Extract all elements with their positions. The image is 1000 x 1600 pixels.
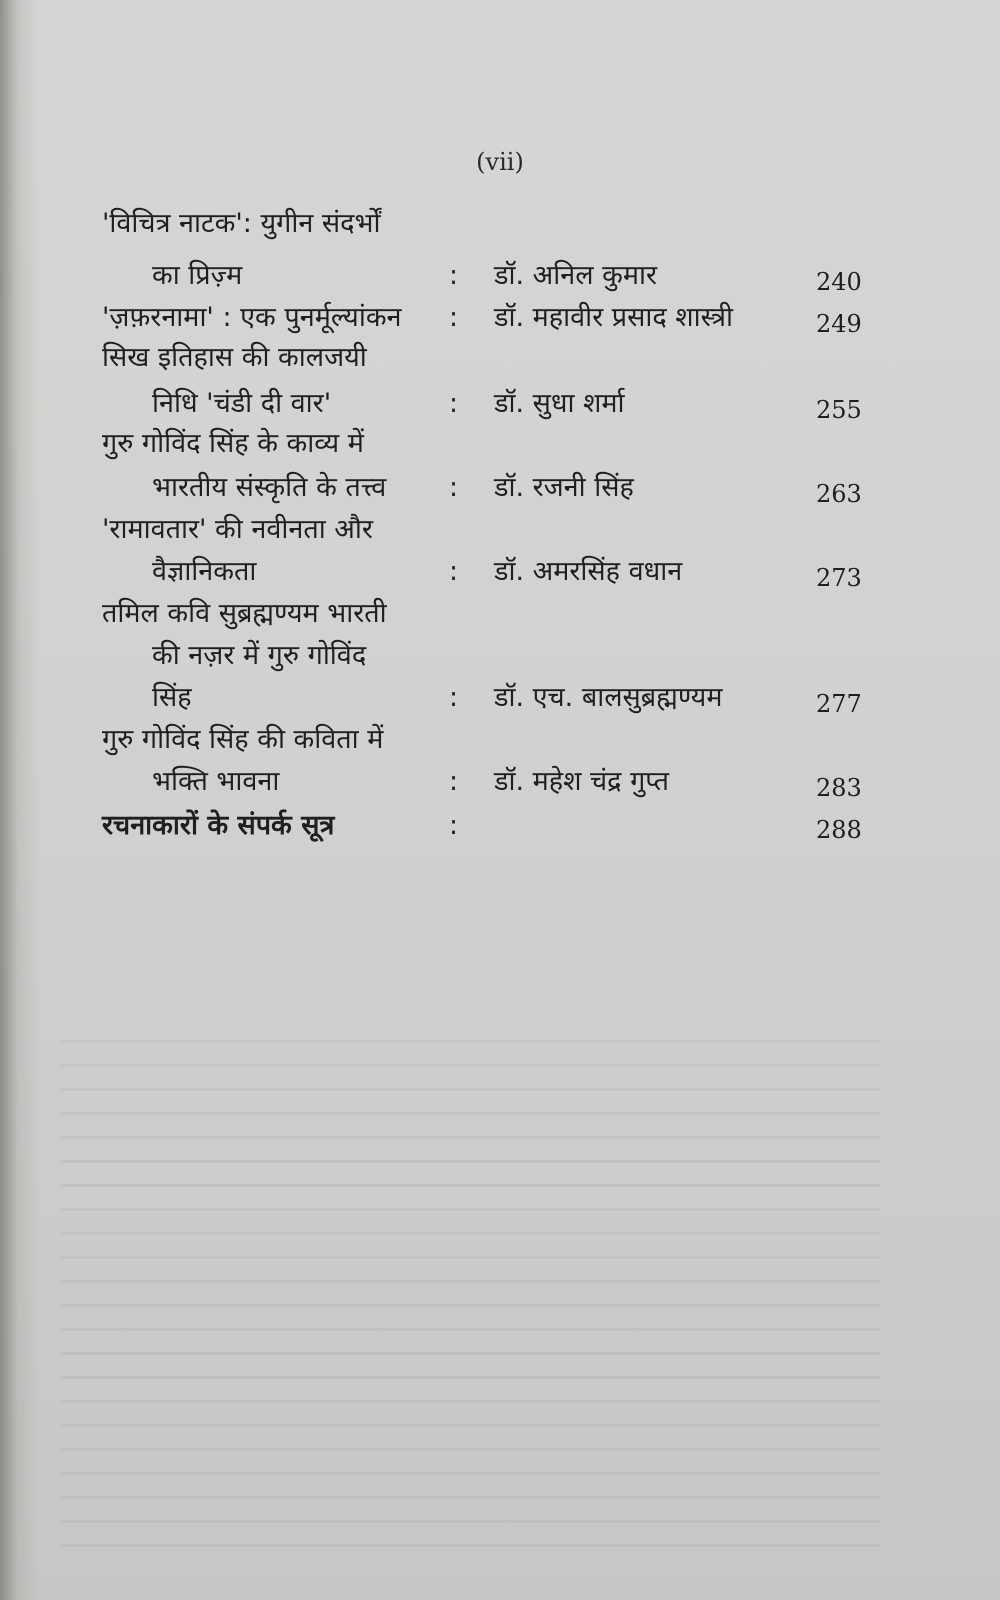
toc-entry-title-line: 'रामावतार' की नवीनता और <box>102 514 373 545</box>
toc-entry-title-line: भक्ति भावना <box>152 766 280 797</box>
page-number-roman: (vii) <box>476 148 524 176</box>
toc-entry-title-line: 'ज़फ़रनामा' : एक पुनर्मूल्यांकन <box>102 302 402 333</box>
toc-entry-author: डॉ. सुधा शर्मा <box>494 388 625 419</box>
toc-entry-title-line: रचनाकारों के संपर्क सूत्र <box>102 810 335 841</box>
toc-entry-title-line: सिख इतिहास की कालजयी <box>102 342 367 373</box>
toc-entry-author: डॉ. महावीर प्रसाद शास्त्री <box>494 302 733 333</box>
toc-entry-author: डॉ. महेश चंद्र गुप्त <box>494 766 669 797</box>
toc-entry-page: 240 <box>816 268 862 296</box>
toc-entry-title-line: गुरु गोविंद सिंह के काव्य में <box>102 428 364 459</box>
toc-entry-page: 273 <box>816 564 862 592</box>
toc-entry-page: 255 <box>816 396 862 424</box>
toc-entry-title-line: वैज्ञानिकता <box>152 556 257 587</box>
toc-separator: : <box>449 388 459 419</box>
toc-entry-author: डॉ. अनिल कुमार <box>494 260 658 291</box>
toc-entry-title-line: गुरु गोविंद सिंह की कविता में <box>102 724 384 755</box>
toc-entry-author: डॉ. एच. बालसुब्रह्मण्यम <box>494 682 723 713</box>
toc-entry-page: 277 <box>816 690 862 718</box>
toc-entry-title-line: भारतीय संस्कृति के तत्त्व <box>152 472 387 503</box>
toc-entry-page: 283 <box>816 774 862 802</box>
toc-entry-page: 249 <box>816 310 862 338</box>
toc-entry-page: 288 <box>816 816 862 844</box>
toc-separator: : <box>449 260 459 291</box>
toc-separator: : <box>449 766 459 797</box>
toc-entry-title-line: सिंह <box>152 682 192 713</box>
toc-entry-author: डॉ. रजनी सिंह <box>494 472 634 503</box>
toc-entry-title-line: 'विचित्र नाटक': युगीन संदर्भों <box>102 208 381 239</box>
toc-separator: : <box>449 556 459 587</box>
toc-entry-title-line: का प्रिज़्म <box>152 260 243 291</box>
toc-entry-title-line: निधि 'चंडी दी वार' <box>152 388 332 419</box>
toc-entry-title-line: की नज़र में गुरु गोविंद <box>152 640 367 671</box>
toc-separator: : <box>449 682 459 713</box>
toc-separator: : <box>449 302 459 333</box>
toc-separator: : <box>449 810 459 841</box>
toc-entry-author: डॉ. अमरसिंह वधान <box>494 556 683 587</box>
toc-entry-title-line: तमिल कवि सुब्रह्मण्यम भारती <box>102 598 387 629</box>
toc-entry-page: 263 <box>816 480 862 508</box>
toc-separator: : <box>449 472 459 503</box>
